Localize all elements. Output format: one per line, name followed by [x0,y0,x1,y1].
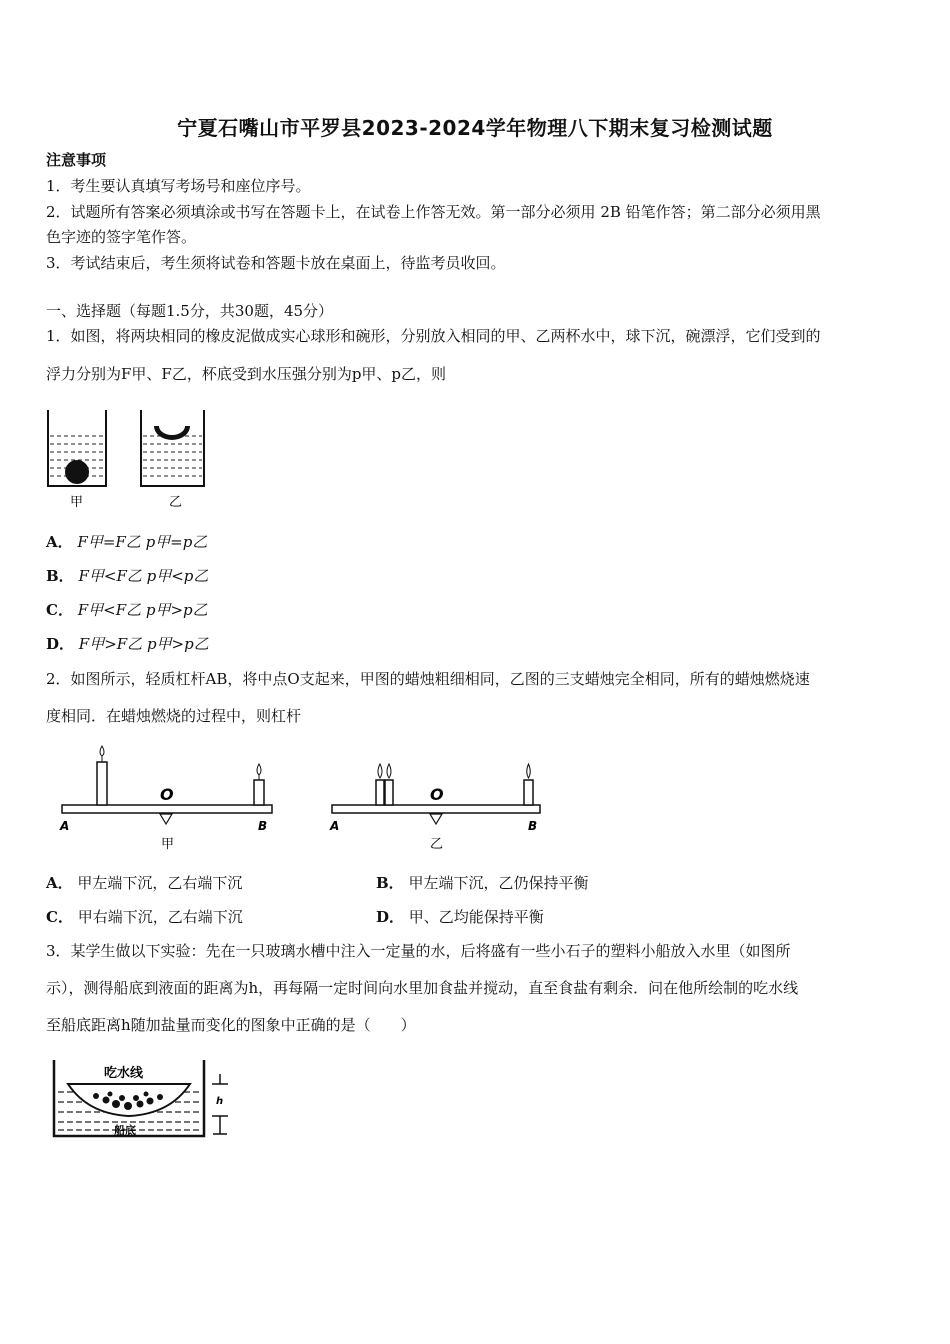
lever-yi-a: A [330,819,340,833]
q1-option-c[interactable] [46,600,208,620]
q2-figure [54,744,554,856]
floating-bowl [154,426,190,440]
notice-item-2-cont: 色字迹的签字笔作答。 [46,228,197,246]
q1-stem-line2: 浮力分别为F甲、F乙，杯底受到水压强分别为p甲、p乙，则 [46,365,447,383]
candle-long [97,762,107,805]
q1-option-d[interactable] [46,634,209,654]
section-heading: 一、选择题（每题1.5分，共30题，45分） [46,302,334,320]
q2-option-c-letter: C． [46,908,73,926]
q3-stem-line2: 示），测得船底到液面的距离为h，再每隔一定时间向水里加食盐并搅动，直至食盐有剩余．问在他所绘制的吃水线 [46,979,799,997]
q1-fig-label-jia: 甲 [70,495,84,510]
q3-stem-line3: 至船底距离h随加盐量而变化的图象中正确的是（ ） [46,1016,416,1034]
q2-option-d[interactable] [376,907,544,927]
cup-yi [141,410,204,486]
sunk-ball [65,460,89,484]
notice-item-2: 2．试题所有答案必须填涂或书写在答题卡上，在试卷上作答无效。第一部分必须用 2B 铅笔作答；第二部分必须用黑 [46,203,821,221]
notice-heading: 注意事项 [46,151,107,169]
q2-option-d-letter: D． [376,908,405,926]
q2-option-b[interactable] [376,873,588,893]
q1-figure [44,406,216,514]
candle-short [254,780,264,805]
q2-option-b-text: 甲左端下沉，乙仍保持平衡 [408,874,589,892]
q2-option-a-letter: A． [46,874,73,892]
lever-yi-b: B [528,819,538,833]
lever-jia-caption: 甲 [161,837,175,852]
q1-option-a[interactable] [46,532,207,552]
q1-option-a-text: F甲=F乙 p甲=p乙 [77,533,208,551]
q2-stem-line1: 2．如图所示，轻质杠杆AB，将中点O支起来，甲图的蜡烛粗细相同，乙图的三支蜡烛完全相同，所有的蜡烛燃烧速 [46,670,810,688]
q2-option-d-text: 甲、乙均能保持平衡 [408,908,544,926]
q1-stem-line1: 1．如图，将两块相同的橡皮泥做成实心球形和碗形，分别放入相同的甲、乙两杯水中，球下沉，碗漂浮，它们受到的 [46,327,821,345]
q1-option-c-letter: C． [46,601,73,619]
q2-stem-line2: 度相同．在蜡烛燃烧的过程中，则杠杆 [46,707,302,725]
fulcrum [160,814,172,824]
lever-jia-o: O [160,785,174,804]
lever-jia-b: B [258,819,268,833]
q3-label-waterline: 吃水线 [104,1066,144,1081]
q1-option-d-text: F甲>F乙 p甲>p乙 [78,635,209,653]
q2-option-a-text: 甲左端下沉，乙右端下沉 [77,874,243,892]
q1-option-b-text: F甲<F乙 p甲<p乙 [78,567,209,585]
q1-fig-label-yi: 乙 [169,495,183,510]
lever-yi-caption: 乙 [430,837,444,852]
q2-option-a[interactable] [46,873,242,893]
lever-jia-a: A [60,819,70,833]
q2-option-b-letter: B． [376,874,404,892]
q1-option-b-letter: B． [46,567,74,585]
q3-label-bottom: 船底 [114,1124,136,1137]
q2-option-c-text: 甲右端下沉，乙右端下沉 [77,908,243,926]
notice-item-3: 3．考试结束后，考生须将试卷和答题卡放在桌面上，待监考员收回。 [46,254,506,272]
q1-option-c-text: F甲<F乙 p甲>p乙 [77,601,208,619]
lever-yi-o: O [430,785,444,804]
boat [68,1084,190,1116]
q3-figure [50,1056,236,1140]
cup-jia [48,410,106,486]
q3-label-h: h [216,1096,224,1107]
page-title: 宁夏石嘴山市平罗县2023-2024学年物理八下期末复习检测试题 [177,116,773,140]
q1-option-a-letter: A． [46,533,73,551]
notice-item-1: 1．考生要认真填写考场号和座位序号。 [46,177,311,195]
q2-option-c[interactable] [46,907,243,927]
lever-yi [329,764,540,852]
q1-option-b[interactable] [46,566,208,586]
q3-stem-line1: 3．某学生做以下实验：先在一只玻璃水槽中注入一定量的水，后将盛有一些小石子的塑料小船放入水里（如图所 [46,942,791,960]
q1-option-d-letter: D． [46,635,75,653]
lever-jia [59,746,272,852]
